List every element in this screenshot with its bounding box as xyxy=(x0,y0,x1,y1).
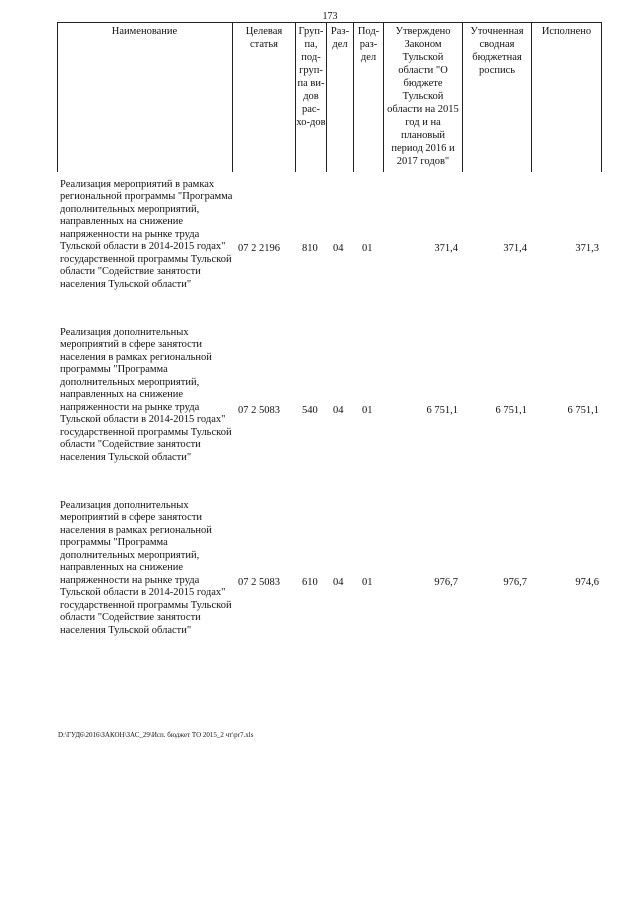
header-name: Наименование xyxy=(111,26,178,37)
header-target-item: Целевая статья xyxy=(245,26,283,50)
row-name: Реализация дополнительных мероприятий в сфере занятости населения в рамках региональной программы "Программа дополнительных мероприятий, направленных на снижение напряженности на рынке труда Тульской области в 2014-2015 годах" государственной программы Тульской области "Содействие занятости населения Тульской области" xyxy=(60,327,232,463)
row-target-item: 07 2 2196 xyxy=(238,243,280,254)
header-rule xyxy=(601,22,602,172)
header-rule xyxy=(462,22,463,172)
header-expense-group: Груп-па, под-груп-па ви-дов рас-хо-дов xyxy=(296,26,326,128)
page-number: 173 xyxy=(322,11,338,22)
row-approved: 976,7 xyxy=(434,577,458,588)
row-expense-group: 810 xyxy=(302,243,318,254)
header-executed: Исполнено xyxy=(541,26,592,37)
row-name: Реализация дополнительных мероприятий в сфере занятости населения в рамках региональной программы "Программа дополнительных мероприятий, направленных на снижение напряженности на рынке труда Тульской области в 2014-2015 годах" государственной программы Тульской области "Содействие занятости населения Тульской области" xyxy=(60,500,232,636)
header-refined: Уточненная сводная бюджетная роспись xyxy=(470,26,524,76)
row-subsection: 01 xyxy=(362,243,373,254)
row-subsection: 01 xyxy=(362,577,373,588)
row-target-item: 07 2 5083 xyxy=(238,577,280,588)
row-executed: 6 751,1 xyxy=(567,405,599,416)
header-section: Раз-дел xyxy=(330,26,350,50)
row-expense-group: 540 xyxy=(302,405,318,416)
row-name: Реализация мероприятий в рамках региональной программы "Программа дополнительных мероприятий, направленных на снижение напряженности на рынке труда Тульской области в 2014-2015 годах" государственной программы Тульской области "Содействие занятости населения Тульской области" xyxy=(60,179,233,290)
header-top-rule xyxy=(57,22,601,23)
row-approved: 6 751,1 xyxy=(426,405,458,416)
row-executed: 974,6 xyxy=(575,577,599,588)
row-section: 04 xyxy=(333,243,344,254)
header-rule xyxy=(232,22,233,172)
row-refined: 6 751,1 xyxy=(495,405,527,416)
row-target-item: 07 2 5083 xyxy=(238,405,280,416)
header-approved: Утверждено Законом Тульской области "О бюджете Тульской области на 2015 год и на плановый период 2016 и 2017 годов" xyxy=(387,26,459,167)
row-section: 04 xyxy=(333,405,344,416)
row-section: 04 xyxy=(333,577,344,588)
header-rule xyxy=(57,22,58,172)
row-subsection: 01 xyxy=(362,405,373,416)
footer-file-path: D:\ГУД6\2016\ЗАКОН\ЗАС_29\Исп. бюджет ТО 2015_2 чт\pr7.xls xyxy=(58,731,254,739)
row-executed: 371,3 xyxy=(575,243,599,254)
row-approved: 371,4 xyxy=(434,243,458,254)
header-rule xyxy=(383,22,384,172)
row-refined: 371,4 xyxy=(503,243,527,254)
row-expense-group: 610 xyxy=(302,577,318,588)
row-refined: 976,7 xyxy=(503,577,527,588)
header-subsection: Под-раз-дел xyxy=(357,26,380,63)
header-rule xyxy=(531,22,532,172)
